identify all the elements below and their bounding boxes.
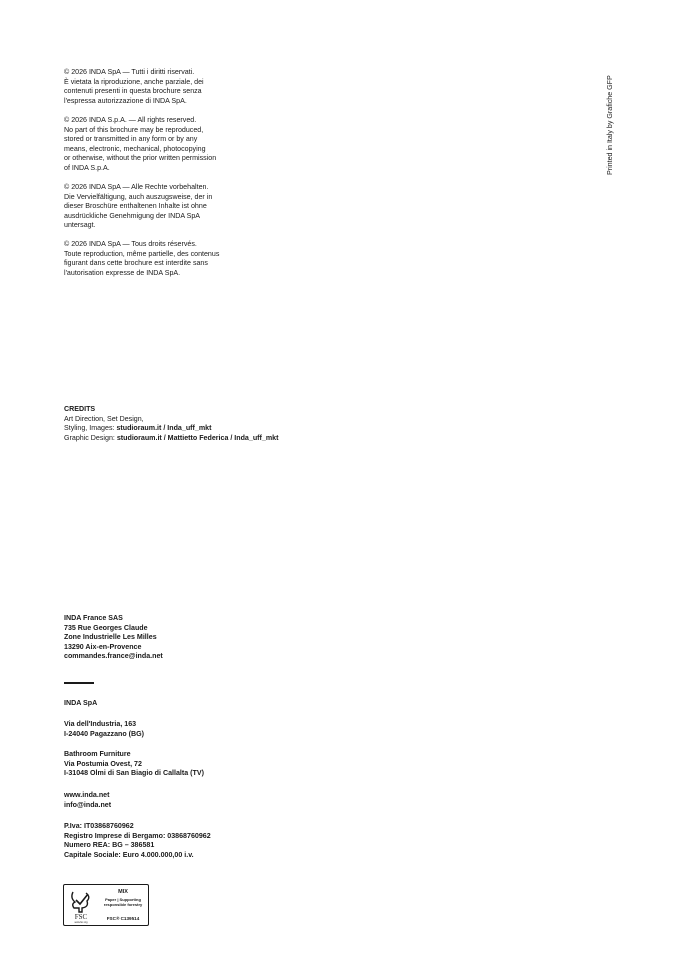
fsc-mix: MIX	[118, 889, 128, 895]
fsc-logo-url: www.fsc.org	[74, 921, 88, 924]
copyright-italian	[64, 68, 264, 106]
credits-block	[64, 405, 278, 443]
text-line: Capitale Sociale: Euro 4.000.000,00 i.v.	[64, 850, 194, 859]
printed-note: Printed in Italy by Grafiche GFP	[606, 75, 614, 175]
credits-title: CREDITS	[64, 405, 96, 413]
text-line: Toute reproduction, même partielle, des contenus	[64, 249, 220, 258]
text-line: means, electronic, mechanical, photocopying	[64, 144, 206, 153]
text-line: 735 Rue Georges Claude	[64, 623, 148, 632]
text-line: figurant dans cette brochure est interdite sans	[64, 259, 208, 268]
company-address	[64, 720, 144, 739]
company-web	[64, 791, 111, 810]
text-line: INDA France SAS	[64, 614, 123, 622]
website-link[interactable]: www.inda.net	[64, 791, 110, 799]
fsc-label	[63, 884, 149, 926]
text-line: © 2026 INDA SpA — Tous droits réservés.	[64, 240, 197, 248]
company-legal	[64, 822, 211, 860]
text-line: l'autorisation expresse de INDA SpA.	[64, 268, 181, 277]
copyright-french	[64, 240, 264, 278]
fsc-code: FSC® C139514	[106, 916, 140, 921]
fsc-tree-check-icon	[67, 888, 95, 924]
text-line: Registro Imprese di Bergamo: 03868760962	[64, 831, 211, 840]
text-line: Bathroom Furniture	[64, 750, 131, 758]
text-line: l'espressa autorizzazione di INDA SpA.	[64, 96, 187, 105]
text-line: © 2026 INDA SpA — Tutti i diritti riservati.	[64, 68, 195, 76]
text-line: È vietata la riproduzione, anche parziale, dei	[64, 77, 204, 86]
credits-value: studioraum.it / Inda_uff_mkt	[116, 424, 212, 433]
fsc-logo-text: FSC	[74, 913, 88, 921]
email-link[interactable]: info@inda.net	[64, 800, 112, 809]
text-line: untersagt.	[64, 221, 96, 230]
copyright-english	[64, 116, 264, 174]
text-line: No part of this brochure may be reproduced,	[64, 125, 204, 134]
credits-label: Styling, Images:	[64, 424, 117, 433]
text-line: responsible forestry	[103, 901, 143, 907]
text-line: Die Vervielfältigung, auch auszugsweise, der in	[64, 192, 213, 201]
credits-label: Graphic Design:	[64, 433, 117, 442]
france-address	[64, 614, 163, 662]
copyright-german	[64, 183, 264, 231]
text-line: stored or transmitted in any form or by any	[64, 135, 198, 144]
text-line: 13290 Aix-en-Provence	[64, 642, 142, 651]
text-line: of INDA S.p.A.	[64, 163, 110, 172]
divider	[64, 682, 94, 684]
credits-line	[64, 434, 278, 444]
text-line: © 2026 INDA S.p.A. — All rights reserved.	[64, 116, 197, 124]
text-line: Numero REA: BG – 386581	[64, 841, 155, 850]
text-line: contenuti presenti in questa brochure senza	[64, 87, 202, 96]
text-line: I-24040 Pagazzano (BG)	[64, 729, 145, 738]
text-line: Via Postumia Ovest, 72	[64, 759, 142, 768]
text-line: dieser Broschüre enthaltenen Inhalte ist ohne	[64, 202, 207, 211]
text-line: I-31048 Olmi di San Biagio di Callalta (TV)	[64, 769, 204, 778]
text-line: P.Iva: IT03868760962	[64, 822, 134, 830]
fsc-description	[98, 898, 148, 907]
text-line: commandes.france@inda.net	[64, 652, 163, 661]
credits-value: studioraum.it / Mattietto Federica / Inda_uff_mkt	[116, 433, 279, 442]
text-line: or otherwise, without the prior written permission	[64, 154, 217, 163]
furniture-address	[64, 750, 204, 779]
text-line: Via dell'Industria, 163	[64, 720, 137, 728]
text-line: Paper | Supporting	[105, 897, 141, 902]
text-line: © 2026 INDA SpA — Alle Rechte vorbehalten.	[64, 183, 209, 191]
company-name: INDA SpA	[64, 699, 98, 707]
credits-line	[64, 424, 278, 434]
text-line: Zone Industrielle Les Milles	[64, 633, 157, 642]
credits-line: Art Direction, Set Design,	[64, 414, 144, 423]
text-line: ausdrückliche Genehmigung der INDA SpA	[64, 211, 201, 220]
